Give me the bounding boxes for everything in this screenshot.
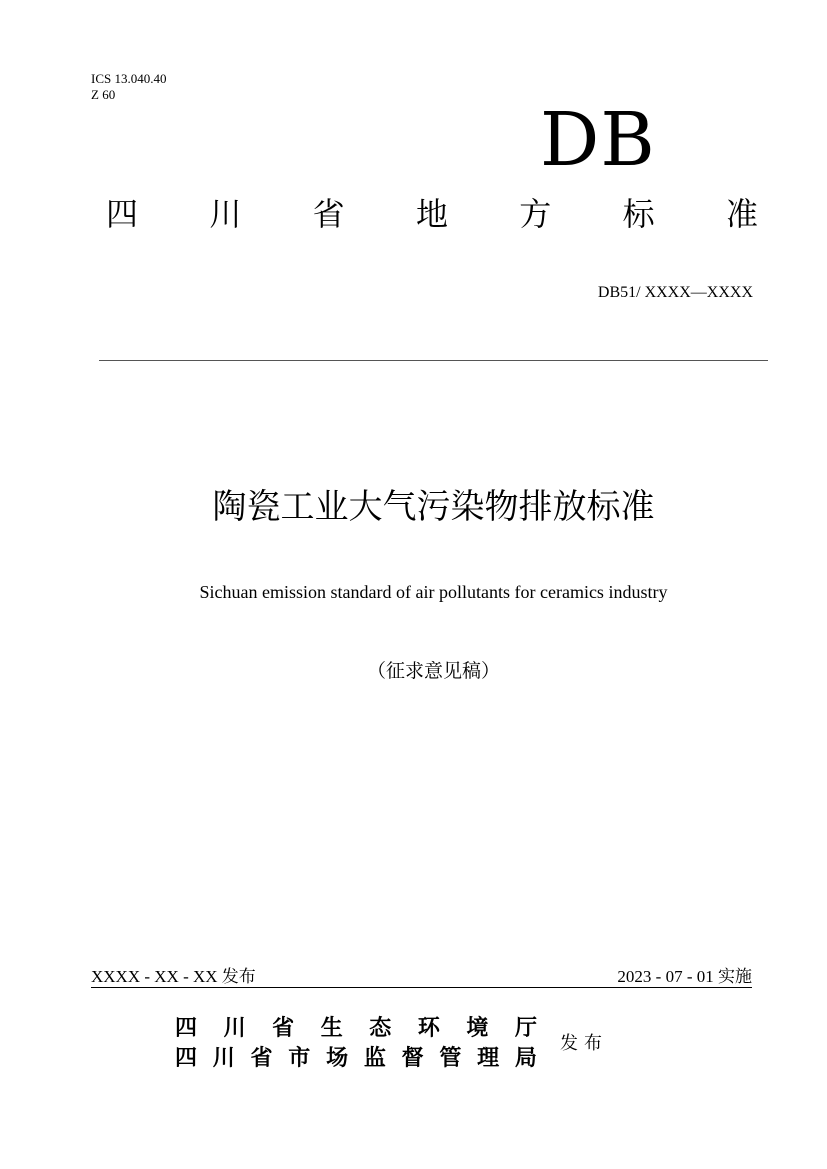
- title-chinese: 陶瓷工业大气污染物排放标准: [212, 487, 655, 527]
- standard-number: DB51/ XXXX—XXXX: [597, 284, 753, 301]
- standard-type-char: 标: [622, 195, 655, 233]
- org-char: 市: [288, 1046, 311, 1071]
- org-char: 环: [417, 1016, 440, 1041]
- org-char: 局: [514, 1046, 537, 1071]
- standard-type-char: 省: [312, 195, 345, 233]
- header-divider: [99, 360, 768, 361]
- standard-type-char: 四: [105, 195, 138, 233]
- org-char: 生: [320, 1016, 343, 1041]
- org-char: 境: [466, 1016, 489, 1041]
- org-char: 川: [212, 1046, 235, 1071]
- org-char: 督: [401, 1046, 424, 1071]
- issue-date: XXXX - XX - XX 发布: [91, 967, 256, 986]
- publish-label: 发布: [560, 1033, 608, 1054]
- org-char: 场: [326, 1046, 349, 1071]
- standard-type-char: 准: [725, 195, 758, 233]
- standard-type-char: 方: [519, 195, 552, 233]
- org-char: 川: [223, 1016, 246, 1041]
- draft-note: （征求意见稿）: [366, 660, 500, 682]
- issuing-org-market: [175, 1045, 537, 1073]
- org-char: 四: [175, 1046, 198, 1071]
- org-char: 四: [175, 1016, 198, 1041]
- db-logo: DB: [540, 97, 656, 183]
- implementation-date: 2023 - 07 - 01 实施: [617, 967, 752, 986]
- category-code: Z 60: [91, 87, 116, 102]
- title-english: Sichuan emission standard of air pollutants for ceramics industry: [199, 582, 668, 602]
- standard-type: [102, 194, 762, 234]
- footer-divider: [91, 987, 752, 988]
- org-char: 省: [272, 1016, 295, 1041]
- org-char: 态: [369, 1016, 392, 1041]
- issuing-org-ecology: [175, 1015, 537, 1043]
- org-char: 省: [250, 1046, 273, 1071]
- org-char: 厅: [514, 1016, 537, 1041]
- standard-type-char: 地: [415, 195, 448, 233]
- ics-code: ICS 13.040.40: [91, 71, 167, 86]
- org-char: 管: [439, 1046, 462, 1071]
- standard-type-char: 川: [209, 195, 242, 233]
- org-char: 理: [477, 1046, 500, 1071]
- org-char: 监: [363, 1046, 386, 1071]
